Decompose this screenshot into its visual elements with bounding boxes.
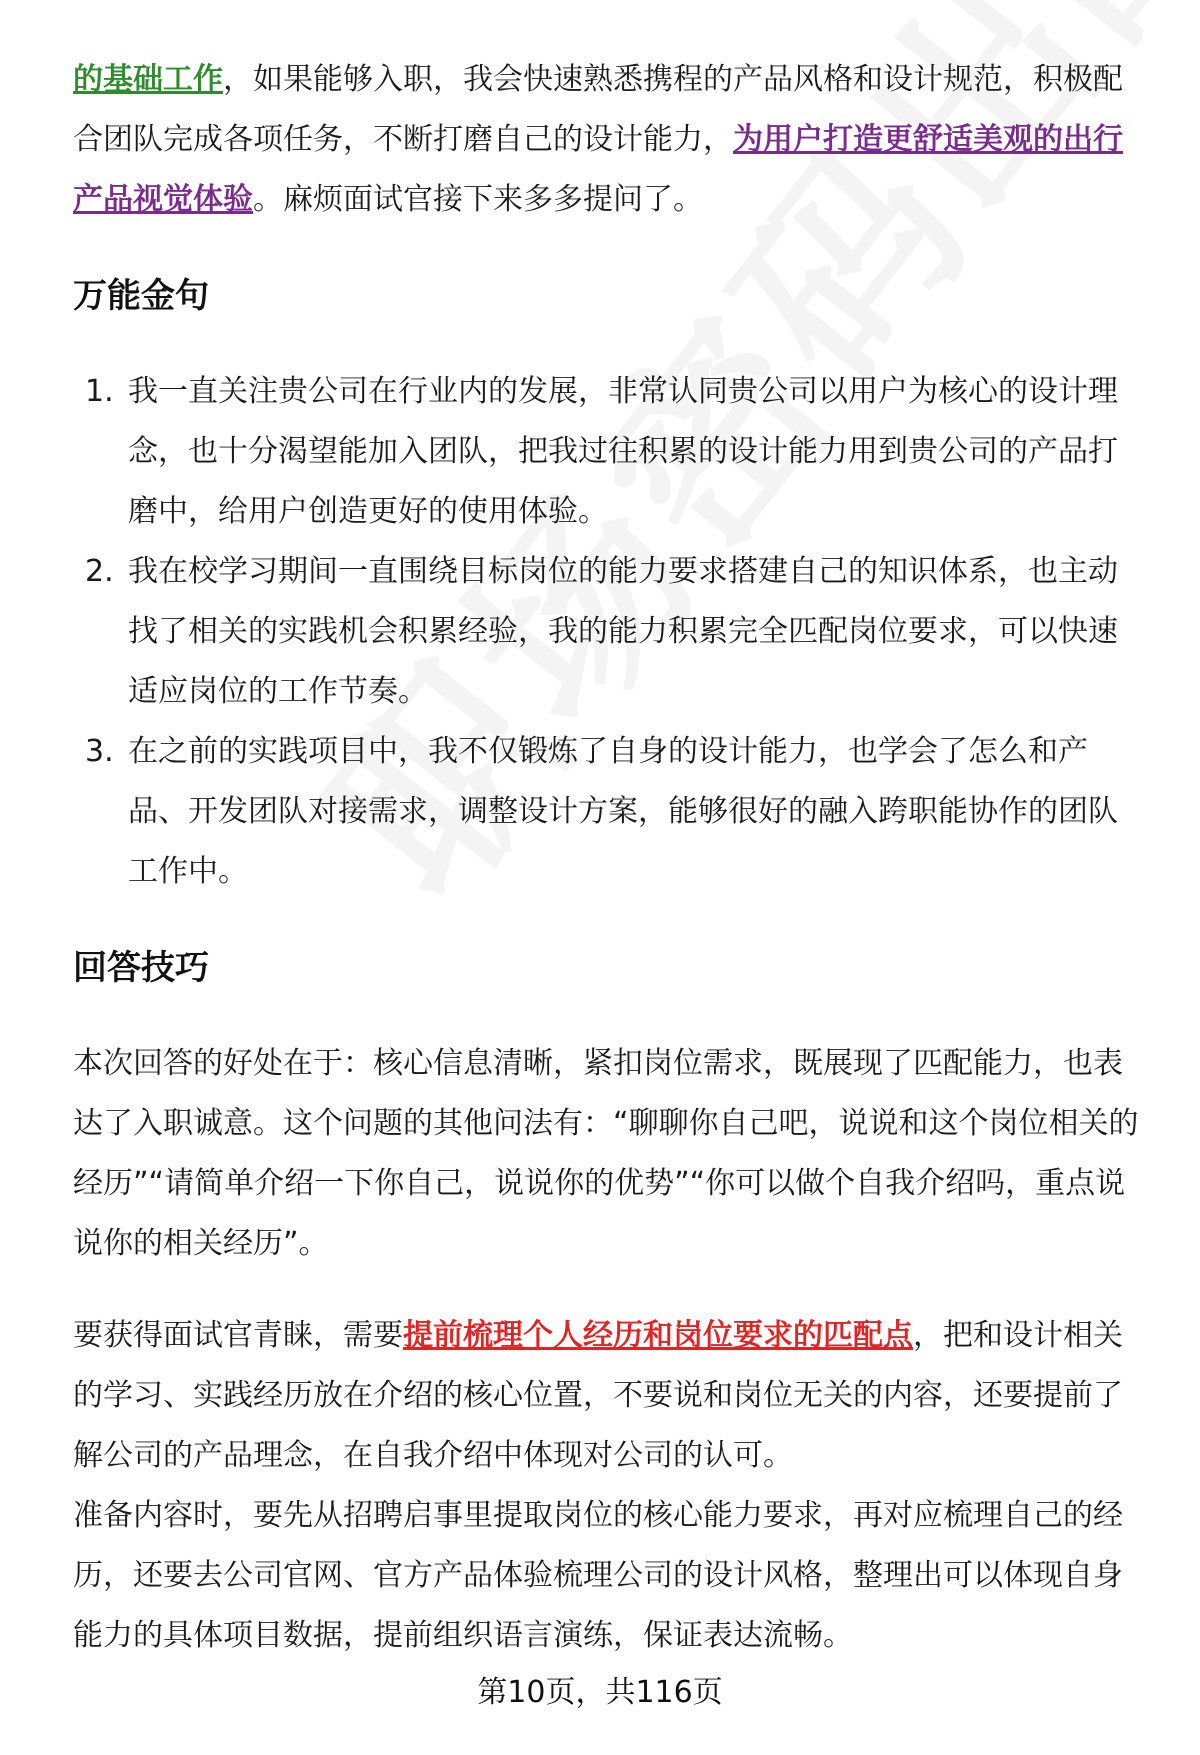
intro-paragraph xyxy=(73,50,1145,230)
list-item xyxy=(73,362,1145,542)
list-item xyxy=(73,542,1145,722)
tips-highlight-red: 提前梳理个人经历和岗位要求的匹配点 xyxy=(403,1318,913,1353)
tips-p2-post: ，把和设计相关的学习、实践经历放在介绍的核心位置，不要说和岗位无关的内容，还要提前了解公司的产品理念，在自我介绍中体现对公司的认可。 xyxy=(73,1318,1123,1473)
intro-text-2: 。麻烦面试官接下来多多提问了。 xyxy=(253,182,703,217)
page-number-footer: 第10页，共116页 xyxy=(477,1675,723,1710)
intro-text-1: ，如果能够入职，我会快速熟悉携程的产品风格和设计规范，积极配合团队完成各项任务，不断打磨自己的设计能力， xyxy=(73,62,1123,157)
intro-highlight-green: 的基础工作 xyxy=(73,62,223,97)
tips-paragraph-1: 本次回答的好处在于：核心信息清晰，紧扣岗位需求，既展现了匹配能力，也表达了入职诚意。这个问题的其他问法有：“聊聊你自己吧，说说和这个岗位相关的经历”“请简单介绍一下你自己，说说你的优势”“你可以做个自我介绍吗，重点说说你的相关经历”。 xyxy=(73,1046,1139,1261)
tips-p2-pre: 要获得面试官青睐，需要 xyxy=(73,1318,403,1353)
section-heading-quotes: 万能金句 xyxy=(73,276,209,316)
list-item-number: 1. xyxy=(85,374,114,409)
list-item-text: 我在校学习期间一直围绕目标岗位的能力要求搭建自己的知识体系，也主动找了相关的实践机会积累经验，我的能力积累完全匹配岗位要求，可以快速适应岗位的工作节奏。 xyxy=(128,554,1118,709)
tips-paragraph-3: 准备内容时，要先从招聘启事里提取岗位的核心能力要求，再对应梳理自己的经历，还要去公司官网、官方产品体验梳理公司的设计风格，整理出可以体现自身能力的具体项目数据，提前组织语言演练，保证表达流畅。 xyxy=(73,1498,1123,1653)
list-item-number: 3. xyxy=(85,734,114,769)
list-item-text: 我一直关注贵公司在行业内的发展，非常认同贵公司以用户为核心的设计理念，也十分渴望能加入团队，把我过往积累的设计能力用到贵公司的产品打磨中，给用户创造更好的使用体验。 xyxy=(128,374,1118,529)
intro-highlight-purple: 为用户打造更舒适美观的出行产品视觉体验 xyxy=(73,122,1123,217)
list-item-text: 在之前的实践项目中，我不仅锻炼了自身的设计能力，也学会了怎么和产品、开发团队对接需求，调整设计方案，能够很好的融入跨职能协作的团队工作中。 xyxy=(128,734,1118,889)
list-item-number: 2. xyxy=(85,554,114,589)
section-heading-tips: 回答技巧 xyxy=(73,948,209,988)
page-content xyxy=(73,50,1145,1666)
quotes-list xyxy=(73,362,1145,902)
tips-paragraph-2 xyxy=(73,1306,1145,1486)
list-item xyxy=(73,722,1145,902)
